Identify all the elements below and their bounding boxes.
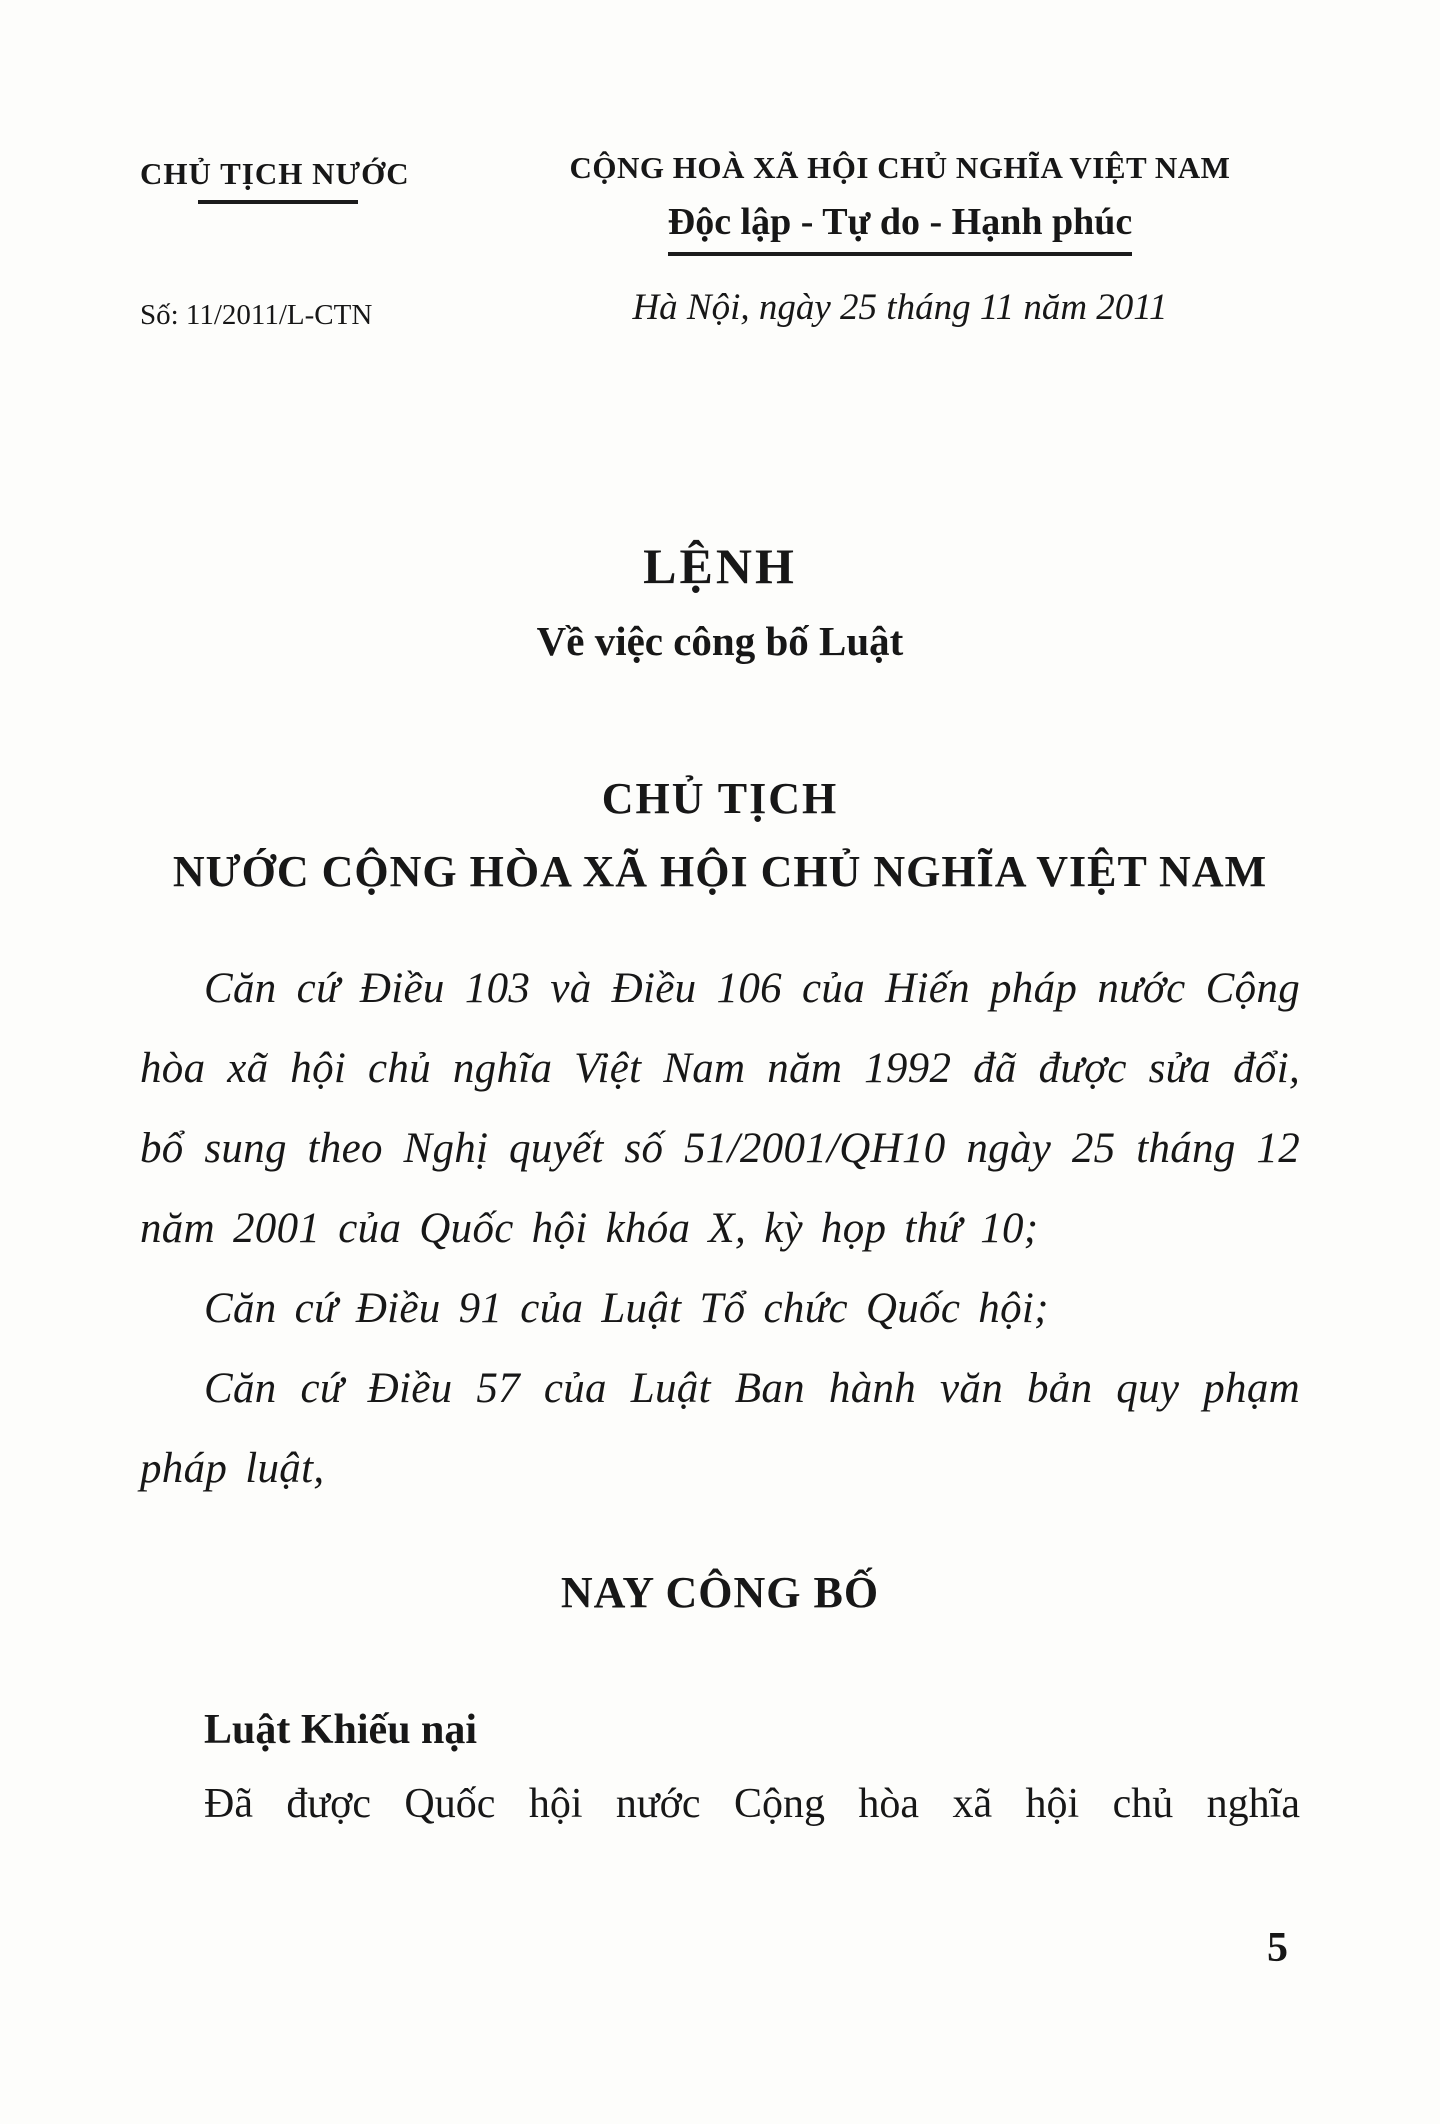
document-subtitle: Về việc công bố Luật	[536, 618, 904, 664]
preamble-section	[140, 949, 1300, 1509]
place-date: Hà Nội, ngày 25 tháng 11 năm 2011	[632, 287, 1168, 328]
republic-name: CỘNG HOÀ XÃ HỘI CHỦ NGHĨA VIỆT NAM	[569, 150, 1231, 185]
motto-wrap	[500, 200, 1300, 256]
document-number: Số: 11/2011/L-CTN	[140, 299, 373, 331]
document-title: LỆNH	[643, 538, 797, 594]
issuer-underline	[198, 200, 358, 204]
document-header	[140, 150, 1300, 332]
national-motto: Độc lập - Tự do - Hạnh phúc	[668, 200, 1133, 256]
law-name: Luật Khiếu nại	[204, 1707, 478, 1753]
authority-title-line2: NƯỚC CỘNG HÒA XÃ HỘI CHỦ NGHĨA VIỆT NAM	[172, 847, 1268, 896]
preamble-paragraph: Căn cứ Điều 57 của Luật Ban hành văn bản quy phạm pháp luật,	[140, 1365, 1300, 1492]
title-block	[140, 537, 1300, 665]
announcement-heading: NAY CÔNG BỐ	[560, 1568, 880, 1617]
issuer-block	[140, 150, 470, 332]
national-header-block	[500, 150, 1300, 329]
closing-line: Đã được Quốc hội nước Cộng hòa xã hội chủ nghĩa	[204, 1781, 1300, 1827]
page-number: 5	[1267, 1925, 1288, 1971]
preamble-paragraph: Căn cứ Điều 103 và Điều 106 của Hiến pháp nước Cộng hòa xã hội chủ nghĩa Việt Nam năm 1992 đã được sửa đổi, bổ sung theo Nghị quyết số 51/2001/QH10 ngày 25 tháng 12 năm 2001 của Quốc hội khóa X, kỳ họp thứ 10;	[140, 965, 1300, 1252]
authority-block	[140, 773, 1300, 897]
preamble-paragraph: Căn cứ Điều 91 của Luật Tổ chức Quốc hội;	[204, 1285, 1049, 1332]
issuer-title: CHỦ TỊCH NƯỚC	[140, 156, 410, 191]
authority-title-line1: CHỦ TỊCH	[601, 774, 839, 823]
